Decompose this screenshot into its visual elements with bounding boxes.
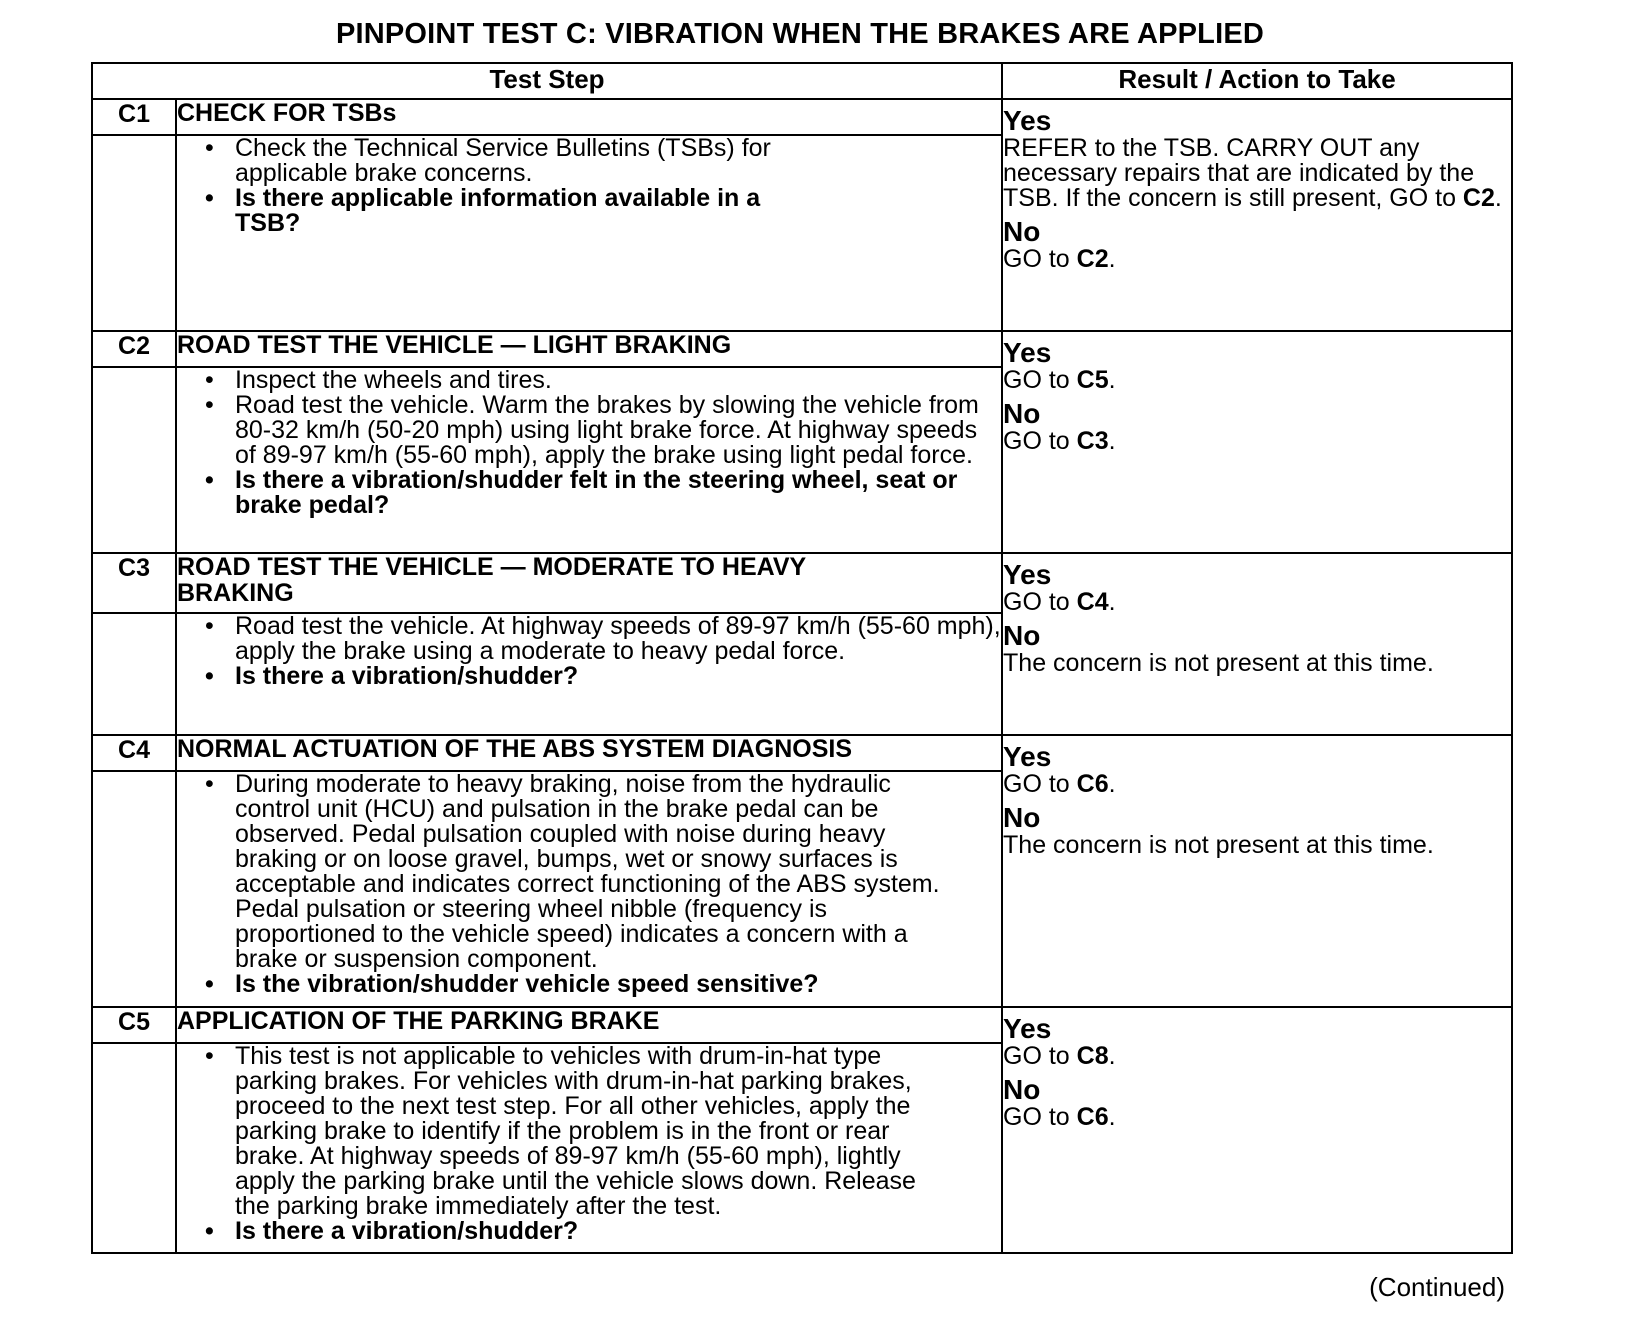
step-result — [1002, 1007, 1512, 1253]
bullet-item: • This test is not applicable to vehicles with drum-in-hat type parking brakes. For vehicles with drum-in-hat parking brakes, proceed to the next test step. For all other vehicles, apply the parking brake to identify if the problem is in the front or rear brake. At highway speeds of 89-97 km/h (55-60 mph), lightly apply the parking brake until the vehicle slows down. Release the parking brake immediately after the test. — [205, 1044, 935, 1219]
yes-label: Yes — [1003, 105, 1052, 136]
yes-action: GO to C6. — [1003, 770, 1116, 798]
header-result: Result / Action to Take — [1002, 63, 1512, 99]
bullet-item: • Inspect the wheels and tires. — [205, 368, 1001, 393]
step-body — [176, 613, 1002, 735]
no-label: No — [1003, 620, 1041, 651]
bullet-question: • Is there a vibration/shudder? — [205, 664, 1001, 689]
no-label: No — [1003, 1074, 1041, 1105]
step-result — [1002, 331, 1512, 553]
no-action: The concern is not present at this time. — [1003, 649, 1434, 677]
step-title: NORMAL ACTUATION OF THE ABS SYSTEM DIAGNOSIS — [176, 735, 1002, 771]
no-action: GO to C6. — [1003, 1103, 1116, 1131]
step-id: C4 — [92, 735, 176, 771]
yes-label: Yes — [1003, 1013, 1052, 1044]
step-body — [176, 367, 1002, 553]
bullet-question: • Is there applicable information available in a TSB? — [205, 186, 795, 236]
yes-action: GO to C5. — [1003, 366, 1116, 394]
header-test-step: Test Step — [92, 63, 1002, 99]
yes-label: Yes — [1003, 559, 1052, 590]
step-title: APPLICATION OF THE PARKING BRAKE — [176, 1007, 1002, 1043]
no-action: The concern is not present at this time. — [1003, 831, 1434, 859]
no-action: GO to C3. — [1003, 427, 1116, 455]
bullet-item: • Road test the vehicle. Warm the brakes by slowing the vehicle from 80-32 km/h (50-20 mph) using light brake force. At highway speeds of 89-97 km/h (55-60 mph), apply the brake using light pedal force. — [205, 393, 1001, 468]
step-title: ROAD TEST THE VEHICLE — LIGHT BRAKING — [176, 331, 1002, 367]
step-id: C5 — [92, 1007, 176, 1043]
step-title-row — [92, 1007, 1512, 1043]
step-title-row — [92, 553, 1512, 613]
step-title: CHECK FOR TSBs — [176, 99, 1002, 135]
yes-label: Yes — [1003, 337, 1052, 368]
step-body — [176, 771, 1002, 1007]
bullet-item: • Road test the vehicle. At highway speeds of 89-97 km/h (55-60 mph), apply the brake using a moderate to heavy pedal force. — [205, 614, 1001, 664]
yes-action: GO to C4. — [1003, 588, 1116, 616]
bullet-item: • Check the Technical Service Bulletins (TSBs) for applicable brake concerns. — [205, 136, 795, 186]
continued-note: (Continued) — [1369, 1272, 1505, 1302]
step-result — [1002, 553, 1512, 735]
yes-label: Yes — [1003, 741, 1052, 772]
step-title: ROAD TEST THE VEHICLE — MODERATE TO HEAVY BRAKING — [176, 553, 1002, 613]
page-title: PINPOINT TEST C: VIBRATION WHEN THE BRAKES ARE APPLIED — [335, 18, 1265, 50]
no-action: GO to C2. — [1003, 245, 1116, 273]
header-row — [92, 63, 1512, 99]
step-body — [176, 1043, 1002, 1253]
yes-action: REFER to the TSB. CARRY OUT any necessary repairs that are indicated by the TSB. If the concern is still present, GO to C2. — [1003, 134, 1502, 212]
step-id: C2 — [92, 331, 176, 367]
step-body — [176, 135, 1002, 331]
bullet-question: • Is the vibration/shudder vehicle speed sensitive? — [205, 972, 1001, 997]
no-label: No — [1003, 216, 1041, 247]
bullet-item: • During moderate to heavy braking, noise from the hydraulic control unit (HCU) and pulsation in the brake pedal can be observed. Pedal pulsation coupled with noise during heavy braking or on loose gravel, bumps, wet or snowy surfaces is acceptable and indicates correct functioning of the ABS system. Pedal pulsation or steering wheel nibble (frequency is proportioned to the vehicle speed) indicates a concern with a brake or suspension component. — [205, 772, 955, 972]
step-title-row — [92, 331, 1512, 367]
no-label: No — [1003, 802, 1041, 833]
step-result — [1002, 735, 1512, 1007]
step-id: C3 — [92, 553, 176, 613]
yes-action: GO to C8. — [1003, 1042, 1116, 1070]
step-id: C1 — [92, 99, 176, 135]
bullet-question: • Is there a vibration/shudder felt in the steering wheel, seat or brake pedal? — [205, 468, 1001, 518]
bullet-question: • Is there a vibration/shudder? — [205, 1219, 1001, 1244]
step-result — [1002, 99, 1512, 331]
pinpoint-test-table — [91, 62, 1513, 1254]
step-title-row — [92, 99, 1512, 135]
no-label: No — [1003, 398, 1041, 429]
step-title-row — [92, 735, 1512, 771]
